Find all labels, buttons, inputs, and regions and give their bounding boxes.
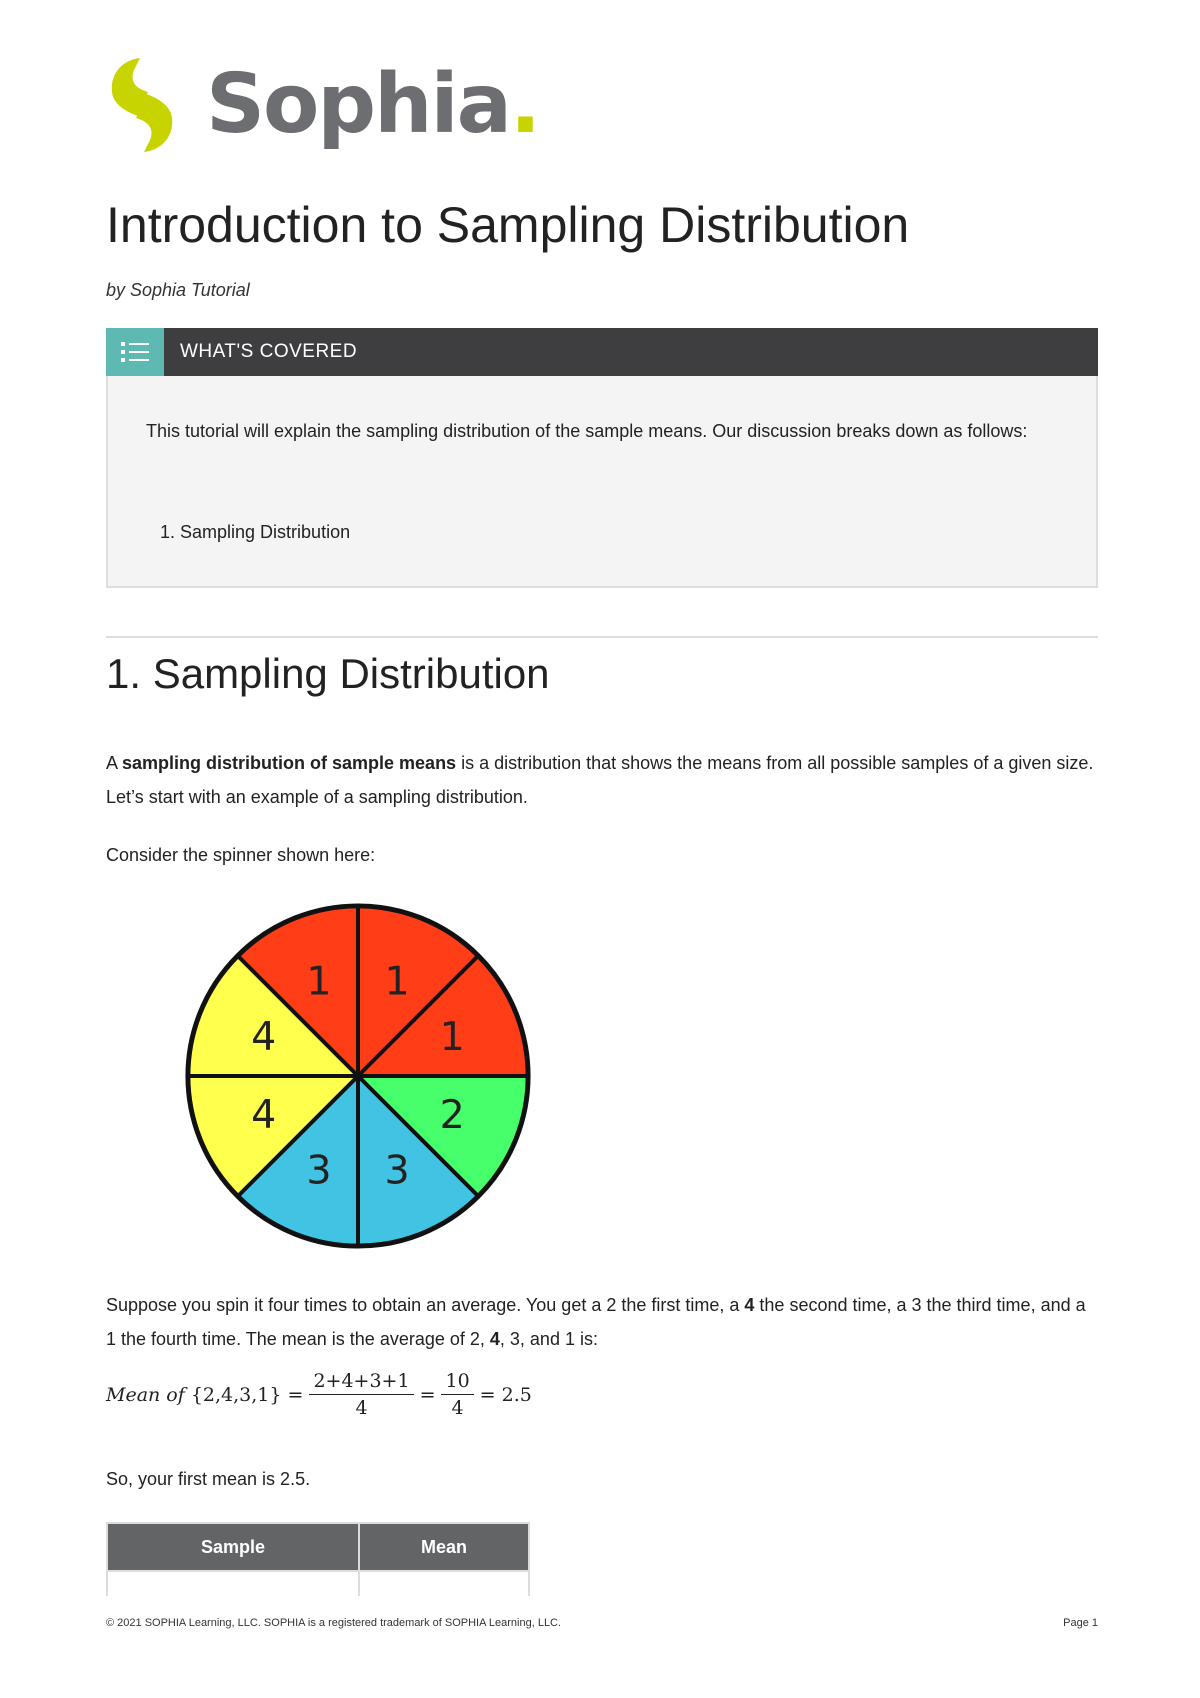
copyright-text: © 2021 SOPHIA Learning, LLC. SOPHIA is a registered trademark of SOPHIA Learning, LLC. xyxy=(106,1617,562,1629)
first-mean-paragraph: So, your first mean is 2.5. xyxy=(106,1469,311,1489)
section-heading: 1. Sampling Distribution xyxy=(106,650,550,697)
page-footer xyxy=(106,1617,1098,1629)
sophia-logo-icon xyxy=(104,54,180,156)
sophia-logo xyxy=(104,54,539,156)
table-row xyxy=(107,1571,529,1596)
byline: by Sophia Tutorial xyxy=(106,280,250,300)
sample-mean-table xyxy=(106,1522,530,1596)
page-title: Introduction to Sampling Distribution xyxy=(106,197,910,253)
spinner-sector-label: 4 xyxy=(251,1013,277,1060)
fraction-sum: $\frac{2+4+3+1}{4}$ xyxy=(309,1370,413,1419)
whats-covered-intro: This tutorial will explain the sampling distribution of the sample means. Our discussion breaks down as follows: xyxy=(146,421,1028,441)
formula-result: = 2.5 xyxy=(479,1383,532,1406)
table-header-mean: Mean xyxy=(359,1523,529,1571)
spinner-sector-label: 2 xyxy=(439,1092,465,1139)
spinner-sector-label: 1 xyxy=(384,958,410,1005)
spin-example-paragraph: Suppose you spin it four times to obtain an average. You get a 2 the first time, a 4 the second time, a 3 the third time, and a 1 the fourth time. The mean is the average of 2, 4, 3, and 1 is: xyxy=(106,1295,1086,1349)
spinner-sector-label: 4 xyxy=(251,1092,277,1139)
spinner-sector-label: 3 xyxy=(384,1147,410,1194)
whats-covered-header xyxy=(106,328,1098,376)
definition-term: sampling distribution of sample means xyxy=(122,753,457,773)
spinner-sector-label: 1 xyxy=(306,958,332,1005)
spinner-sector-label: 3 xyxy=(306,1147,332,1194)
spinner-intro-paragraph: Consider the spinner shown here: xyxy=(106,845,376,865)
definition-paragraph: A sampling distribution of sample means is a distribution that shows the means from all possible samples of a given size. Let’s start with an example of a sampling distribution. xyxy=(106,753,1094,807)
spinner-sector-label: 1 xyxy=(439,1013,465,1060)
spinner-figure xyxy=(180,898,536,1254)
mean-formula: Mean of {2,4,3,1} = $\frac{2+4+3+1}{4}$ = $\frac{10}{4}$ = 2.5 xyxy=(106,1370,532,1419)
section-divider xyxy=(106,636,1098,638)
formula-label: Mean of xyxy=(106,1383,185,1406)
whats-covered-title: WHAT'S COVERED xyxy=(180,341,358,362)
whats-covered-item: 1. Sampling Distribution xyxy=(160,522,351,542)
formula-set: {2,4,3,1} = xyxy=(190,1383,304,1406)
table-header-sample: Sample xyxy=(107,1523,359,1571)
page-number: Page 1 xyxy=(1063,1617,1098,1629)
fraction-ten-fourths: $\frac{10}{4}$ xyxy=(441,1370,473,1419)
list-icon xyxy=(106,328,164,376)
sophia-logo-text: Sophia. xyxy=(206,57,540,152)
whats-covered-panel xyxy=(106,328,1098,588)
